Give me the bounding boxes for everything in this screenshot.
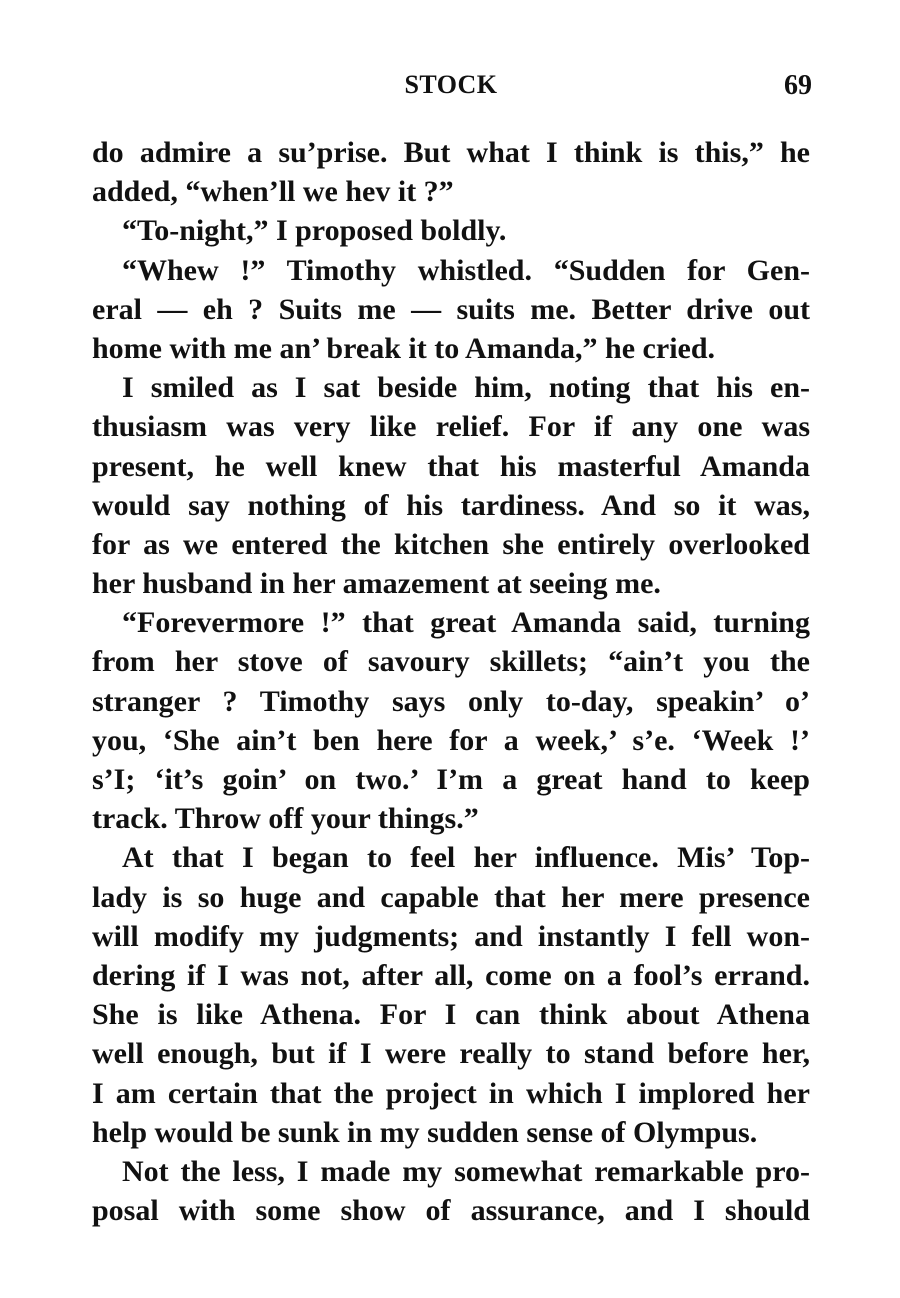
text-line: stranger ? Timothy says only to-day, speakin’ o’ [92, 684, 810, 718]
text-line: eral — eh ? Suits me — suits me. Better drive out [92, 292, 810, 326]
text-line: well enough, but if I were really to stand before her, [92, 1037, 810, 1071]
text-line: “Forevermore !” that great Amanda said, turning [122, 606, 810, 640]
text-line: her husband in her amazement at seeing me. [92, 567, 661, 601]
running-title: STOCK [404, 70, 498, 99]
text-line: “To-night,” I proposed boldly. [122, 214, 507, 248]
text-line: track. Throw off your things.” [92, 802, 479, 836]
text-line: lady is so huge and capable that her mere presence [92, 880, 810, 914]
text-line: for as we entered the kitchen she entirely overlooked [92, 527, 810, 561]
text-line: At that I began to feel her influence. Mis’ Top- [122, 841, 810, 875]
text-line: “Whew !” Timothy whistled. “Sudden for Gen- [122, 253, 810, 287]
text-line: thusiasm was very like relief. For if any one was [92, 410, 810, 444]
text-line: present, he well knew that his masterful Amanda [92, 449, 810, 483]
text-line: posal with some show of assurance, and I should [92, 1194, 810, 1228]
text-line: She is like Athena. For I can think about Athena [92, 998, 810, 1032]
text-line: you, ‘She ain’t ben here for a week,’ s’e. ‘Week !’ [92, 723, 810, 757]
text-line: would say nothing of his tardiness. And so it was, [92, 488, 810, 522]
text-line: home with me an’ break it to Amanda,” he cried. [92, 331, 716, 365]
page-number: 69 [784, 70, 812, 101]
text-line: s’I; ‘it’s goin’ on two.’ I’m a great hand to keep [92, 763, 810, 796]
text-line: I am certain that the project in which I implored her [92, 1076, 810, 1110]
text-line: Not the less, I made my somewhat remarkable pro- [122, 1154, 810, 1188]
body-text [92, 133, 810, 1230]
text-line: do admire a su’prise. But what I think is this,” he [92, 136, 810, 169]
text-line: help would be sunk in my sudden sense of Olympus. [92, 1115, 758, 1149]
text-line: added, “when’ll we hev it ?” [92, 175, 454, 209]
text-line: from her stove of savoury skillets; “ain’t you the [92, 645, 810, 679]
text-line: will modify my judgments; and instantly I fell won- [92, 919, 810, 953]
text-line: dering if I was not, after all, come on a fool’s errand. [92, 958, 810, 992]
text-line: I smiled as I sat beside him, noting that his en- [122, 371, 810, 405]
running-head [90, 70, 812, 104]
